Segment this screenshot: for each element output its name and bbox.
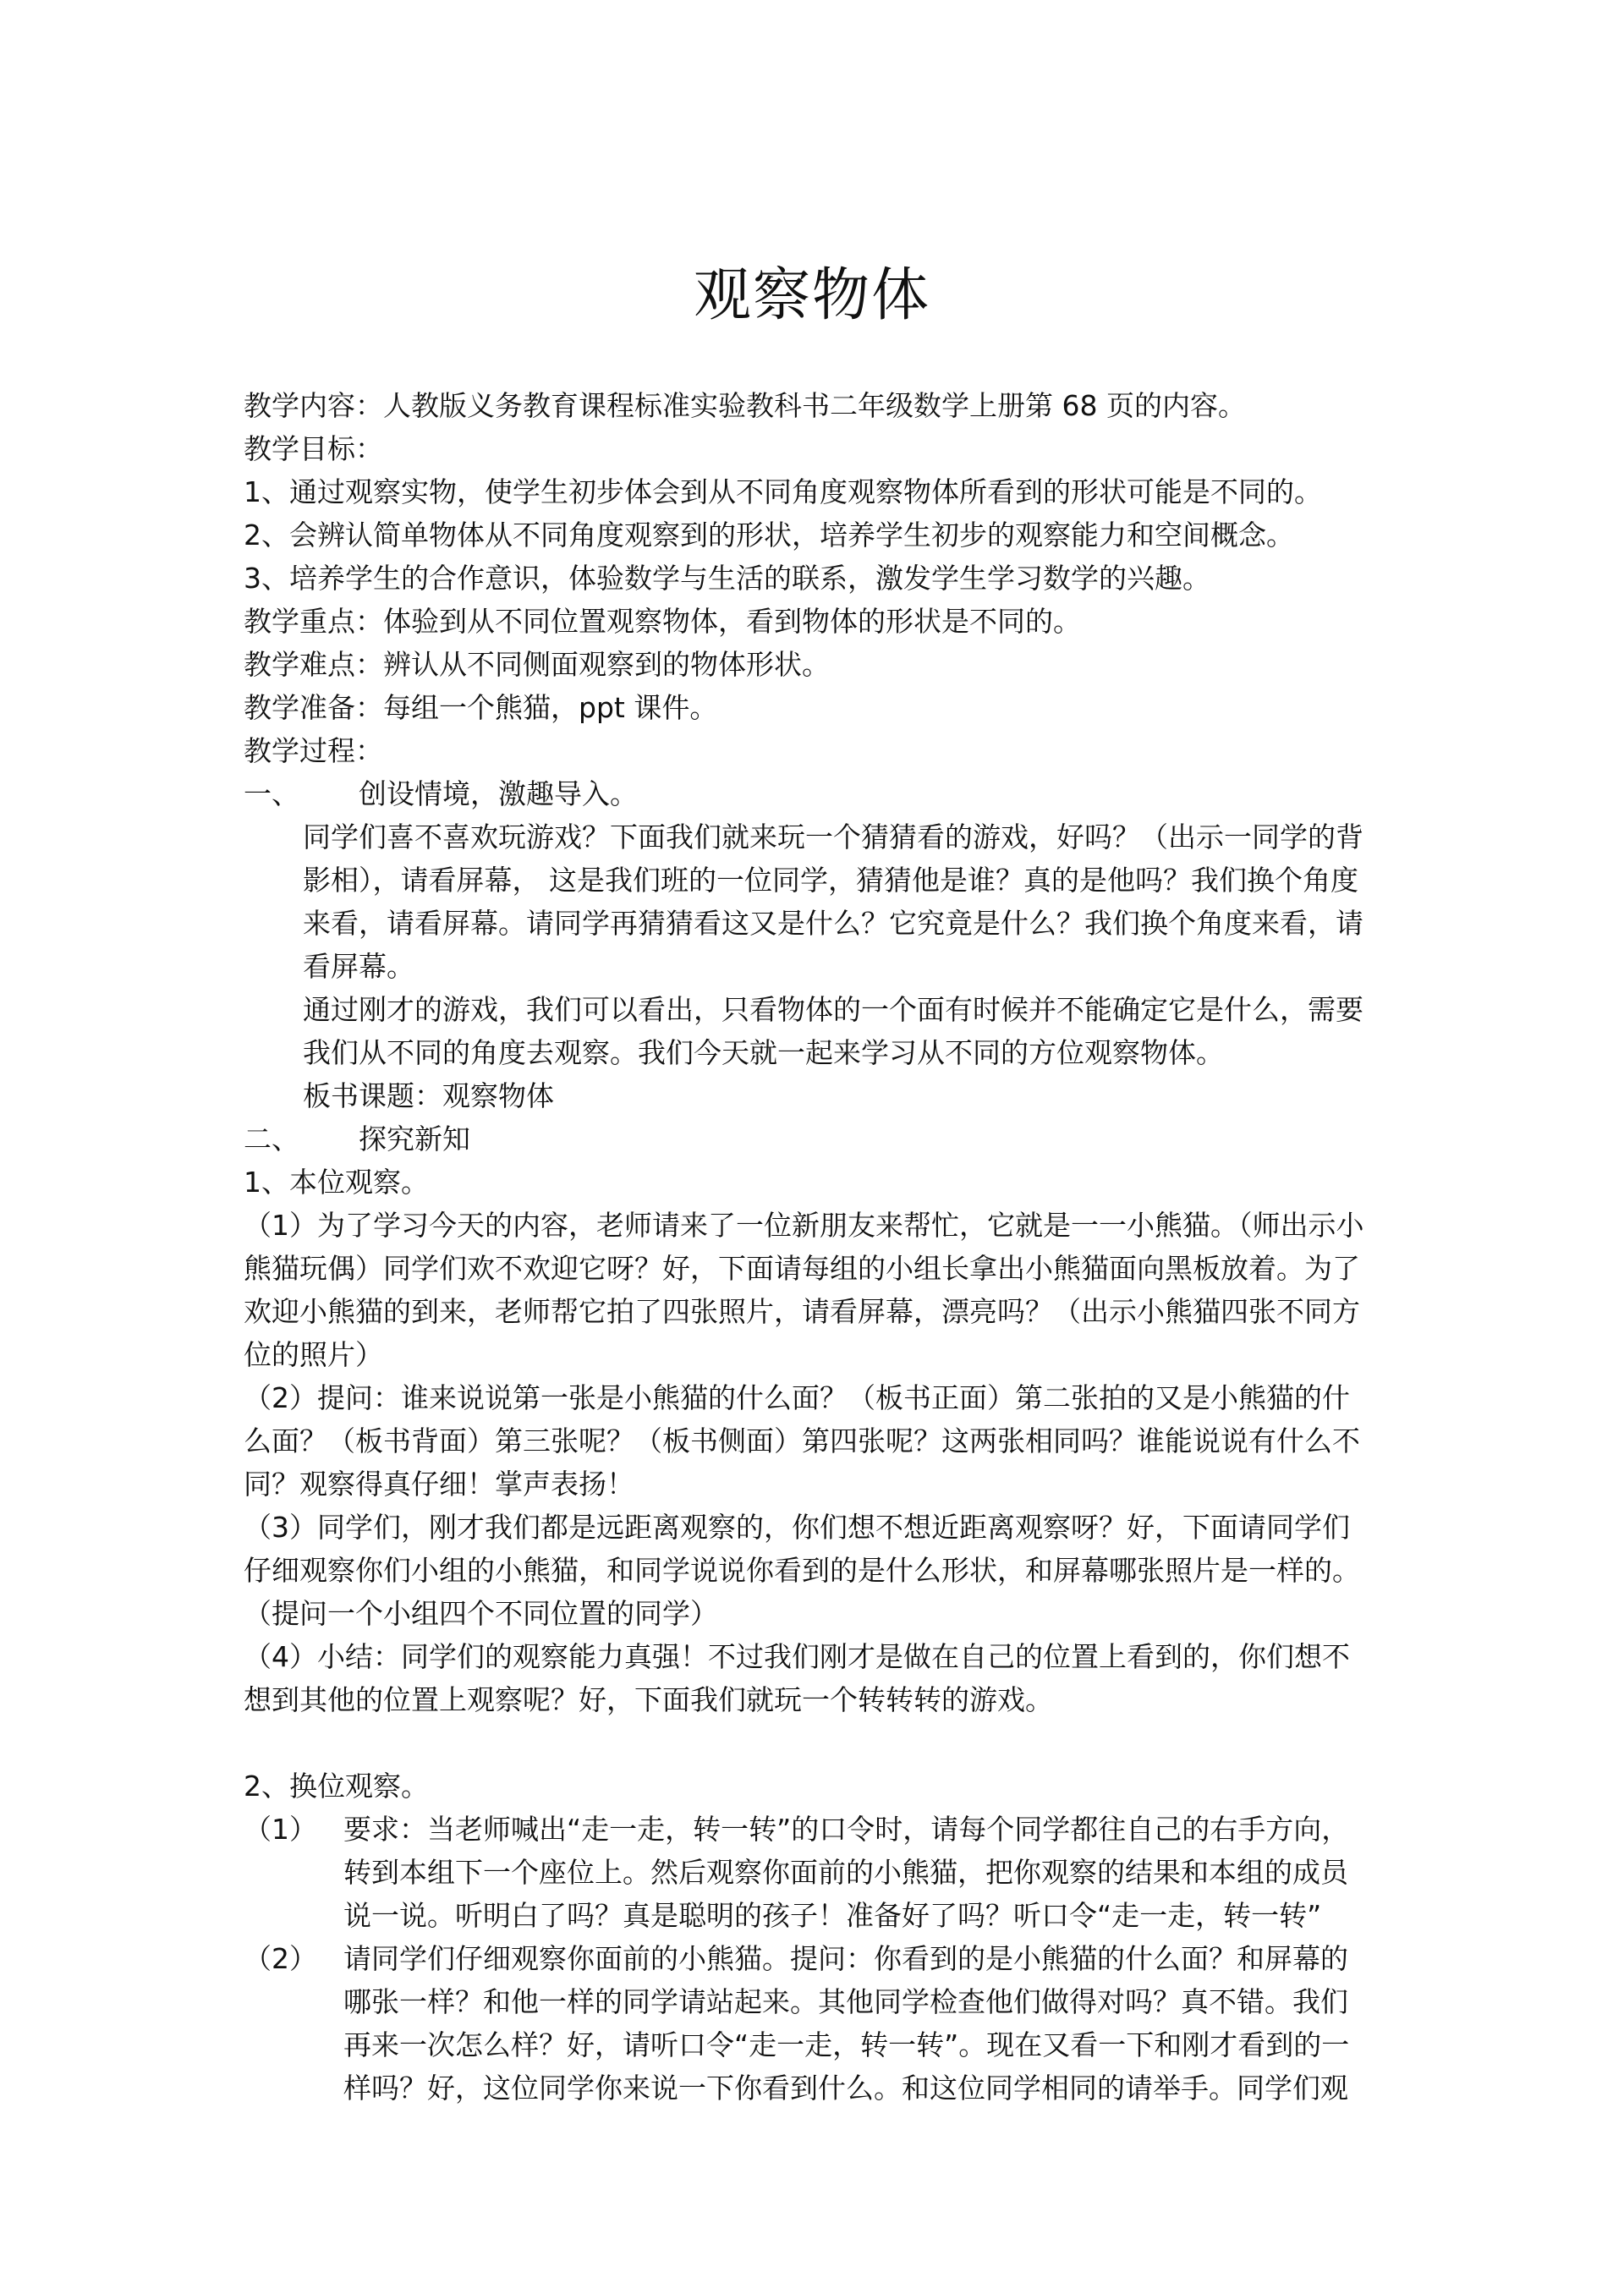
text-line: 教学过程： [244, 734, 383, 767]
blank-line [244, 1721, 1402, 1764]
item-number: （2） [244, 1942, 317, 1975]
section-title: 创设情境，激趣导入。 [359, 777, 638, 810]
text-line: 看屏幕。 [303, 950, 414, 983]
text-line: 教学准备：每组一个熊猫，ppt 课件。 [244, 691, 718, 724]
text-line: 位的照片） [244, 1338, 383, 1371]
text-line: 1、通过观察实物，使学生初步体会到从不同角度观察物体所看到的形状可能是不同的。 [244, 475, 1322, 508]
text-line: 教学难点：辨认从不同侧面观察到的物体形状。 [244, 648, 830, 681]
text-line: 熊猫玩偶）同学们欢不欢迎它呀？好，下面请每组的小组长拿出小熊猫面向黑板放着。为了 [244, 1252, 1360, 1285]
section-heading [244, 772, 1402, 815]
text-line: 转到本组下一个座位上。然后观察你面前的小熊猫，把你观察的结果和本组的成员 [343, 1856, 1348, 1889]
text-line: 教学重点：体验到从不同位置观察物体，看到物体的形状是不同的。 [244, 605, 1081, 638]
text-line: 同学们喜不喜欢玩游戏？下面我们就来玩一个猜猜看的游戏，好吗？（出示一同学的背 [303, 820, 1363, 853]
numbered-item [244, 1808, 1402, 1937]
text-line: （3）同学们，刚才我们都是远距离观察的，你们想不想近距离观察呀？好，下面请同学们 [244, 1511, 1350, 1544]
subsection-heading: 2、换位观察。 [244, 1770, 429, 1803]
text-line: 么面？（板书背面）第三张呢？（板书侧面）第四张呢？这两张相同吗？谁能说说有什么不 [244, 1424, 1360, 1457]
section-title: 探究新知 [359, 1122, 470, 1155]
text-line: 同？观察得真仔细！掌声表扬！ [244, 1468, 634, 1501]
text-line: （4）小结：同学们的观察能力真强！不过我们刚才是做在自己的位置上看到的，你们想不 [244, 1640, 1350, 1673]
item-number: （1） [244, 1813, 317, 1846]
section-number: 二、 [244, 1122, 299, 1155]
text-line: 请同学们仔细观察你面前的小熊猫。提问：你看到的是小熊猫的什么面？和屏幕的 [343, 1942, 1348, 1975]
text-line: 哪张一样？和他一样的同学请站起来。其他同学检查他们做得对吗？真不错。我们 [343, 1985, 1348, 2018]
text-line: 影相），请看屏幕， 这是我们班的一位同学，猜猜他是谁？真的是他吗？我们换个角度 [303, 864, 1358, 897]
text-line: 通过刚才的游戏，我们可以看出，只看物体的一个面有时候并不能确定它是什么，需要 [303, 993, 1363, 1026]
text-line: 再来一次怎么样？好，请听口令“走一走，转一转”。现在又看一下和刚才看到的一 [343, 2028, 1350, 2061]
text-line: 仔细观察你们小组的小熊猫，和同学说说你看到的是什么形状，和屏幕哪张照片是一样的。 [244, 1554, 1360, 1587]
item-body [343, 1808, 1402, 1937]
text-line: 1、本位观察。 [244, 1166, 429, 1199]
text-line: 来看，请看屏幕。请同学再猜猜看这又是什么？它究竟是什么？我们换个角度来看，请 [303, 907, 1363, 940]
page-title: 观察物体 [693, 262, 930, 329]
text-line: 教学目标： [244, 432, 383, 465]
text-line: 欢迎小熊猫的到来，老师帮它拍了四张照片，请看屏幕，漂亮吗？（出示小熊猫四张不同方 [244, 1295, 1360, 1328]
text-line: （提问一个小组四个不同位置的同学） [244, 1597, 718, 1630]
text-line: （2）提问：谁来说说第一张是小熊猫的什么面？（板书正面）第二张拍的又是小熊猫的什 [244, 1381, 1350, 1414]
section-heading [244, 1117, 1402, 1161]
item-body [343, 1937, 1402, 2110]
document-body [244, 384, 1402, 2110]
text-line: 想到其他的位置上观察呢？好，下面我们就玩一个转转转的游戏。 [244, 1683, 1053, 1716]
text-line: 我们从不同的角度去观察。我们今天就一起来学习从不同的方位观察物体。 [303, 1036, 1224, 1069]
text-line: 说一说。听明白了吗？真是聪明的孩子！准备好了吗？听口令“走一走，转一转” [343, 1899, 1322, 1932]
text-line: 2、会辨认简单物体从不同角度观察到的形状，培养学生初步的观察能力和空间概念。 [244, 519, 1294, 552]
section-number: 一、 [244, 777, 299, 810]
text-line: 教学内容：人教版义务教育课程标准实验教科书二年级数学上册第 68 页的内容。 [244, 389, 1246, 422]
text-line: 板书课题：观察物体 [303, 1079, 554, 1112]
numbered-item [244, 1937, 1402, 2110]
text-line: 要求：当老师喊出“走一走，转一转”的口令时，请每个同学都往自己的右手方向， [343, 1813, 1350, 1846]
text-line: 3、培养学生的合作意识，体验数学与生活的联系，激发学生学习数学的兴趣。 [244, 562, 1210, 595]
text-line: 样吗？好，这位同学你来说一下你看到什么。和这位同学相同的请举手。同学们观 [343, 2072, 1348, 2105]
text-line: （1）为了学习今天的内容，老师请来了一位新朋友来帮忙，它就是一一小熊猫。（师出示小 [244, 1209, 1364, 1242]
